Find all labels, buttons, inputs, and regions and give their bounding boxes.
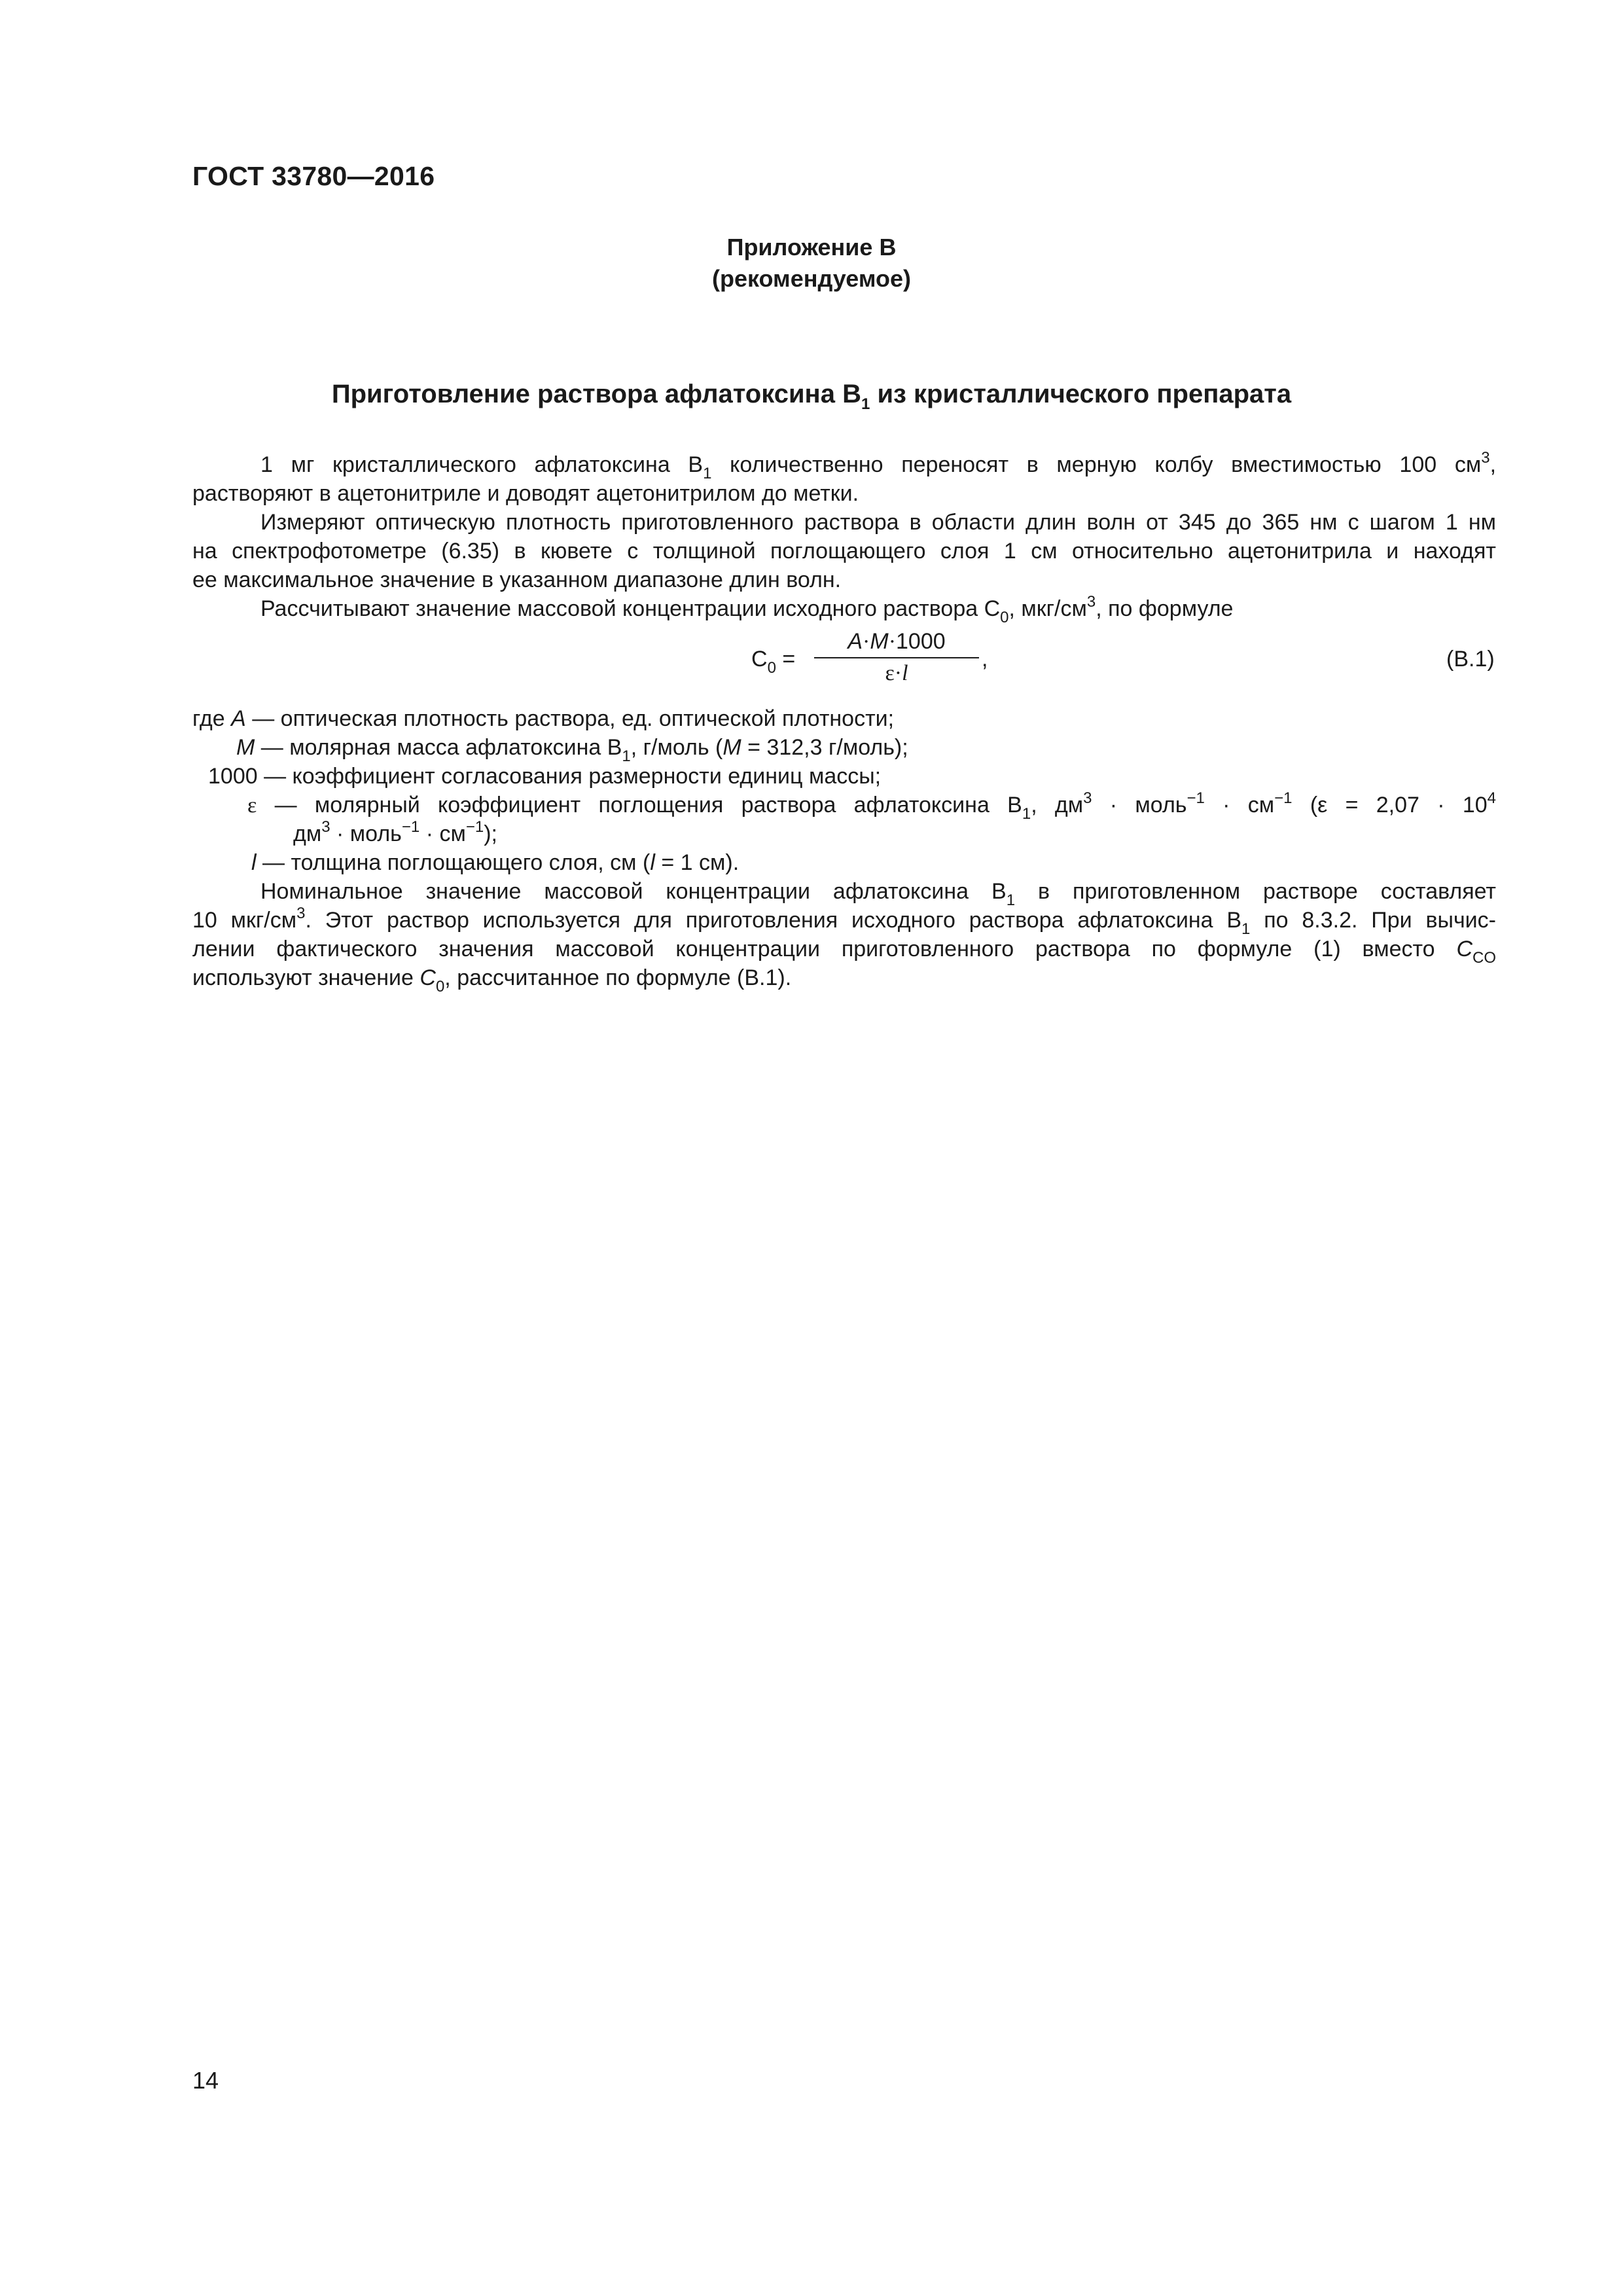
subscript: 1 (1006, 891, 1016, 909)
text: количественно переносят в мерную колбу вместимостью 100 см (711, 452, 1482, 477)
text: Рассчитывают значение массовой концентрации исходного раствора С (260, 596, 1001, 621)
text: 1 мг кристаллического афлатоксина В (260, 452, 704, 477)
superscript: −1 (465, 818, 484, 836)
subscript: CO (1472, 949, 1496, 967)
paragraph-line: ее максимальное значение в указанном диапазоне длин волн. (192, 567, 842, 592)
legend-epsilon (247, 789, 1496, 823)
text: · моль (330, 821, 402, 846)
text: (ε = 2,07 · 10 (1292, 793, 1488, 817)
operator: · (888, 630, 897, 654)
formula-denominator (814, 660, 979, 687)
variable: C (1456, 937, 1472, 961)
text: в приготовленном растворе составляет (1015, 879, 1496, 904)
variable: M (722, 735, 741, 760)
legend-epsilon-continued (293, 819, 497, 848)
formula-numerator (814, 628, 979, 655)
superscript: −1 (1186, 789, 1205, 807)
appendix-heading (0, 232, 1623, 295)
variable: l (650, 850, 655, 875)
paragraph-line (192, 963, 1496, 996)
formula-lhs (751, 647, 796, 677)
variable: l (251, 850, 257, 875)
superscript: 3 (1481, 449, 1490, 467)
text: , рассчитанное по формуле (В.1). (444, 965, 792, 990)
fraction-bar (814, 657, 979, 658)
section-title (0, 380, 1623, 413)
superscript: 3 (1086, 593, 1096, 611)
section-title-text-end: из кристаллического препарата (870, 380, 1292, 408)
text: Номинальное значение массовой концентрации афлатоксина В (260, 879, 1007, 904)
superscript: 4 (1487, 789, 1496, 807)
superscript: 3 (296, 905, 306, 922)
text: ); (484, 821, 498, 846)
text: · см (419, 821, 466, 846)
text: . Этот раствор используется для приготовления исходного раствора афлатоксина В (305, 908, 1242, 933)
variable: M (236, 735, 255, 760)
variable: ε (885, 661, 895, 685)
text: по 8.3.2. При вычис- (1250, 908, 1496, 933)
paragraph-line (192, 449, 1497, 482)
subscript: 1 (1241, 920, 1251, 938)
paragraph-calculation (192, 593, 1496, 626)
text: , мкг/см (1008, 596, 1087, 621)
text: — молярный коэффициент поглощения раствора афлатоксина В (257, 793, 1022, 817)
page-number: 14 (192, 2067, 219, 2094)
formula-number: (В.1) (1446, 647, 1495, 672)
subscript: 1 (622, 747, 631, 765)
appendix-title: Приложение В (726, 234, 897, 260)
operator: · (894, 661, 902, 685)
subscript: 0 (767, 659, 776, 677)
subscript: 0 (1000, 609, 1009, 626)
superscript: −1 (401, 818, 420, 836)
paragraph-line: на спектрофотометре (6.35) в кювете с толщиной поглощающего слоя 1 см относительно ацетонитрила и находят (192, 539, 1496, 564)
paragraph-line (192, 593, 1496, 626)
paragraph-line (192, 935, 1496, 967)
text: — молярная масса афлатоксина В (255, 735, 622, 760)
text: где (192, 706, 232, 731)
paragraph-line (192, 905, 1496, 938)
formula-comma: , (982, 647, 988, 672)
legend-a (192, 704, 894, 733)
section-title-subscript: 1 (861, 395, 870, 413)
paragraph-dissolution (192, 450, 1496, 508)
text: · моль (1092, 793, 1187, 817)
text: , (1489, 452, 1497, 477)
legend-l (251, 848, 739, 877)
superscript: 3 (321, 818, 330, 836)
variable: A (847, 629, 863, 654)
subscript: 1 (703, 465, 712, 482)
text: — оптическая плотность раствора, ед. оптической плотности; (245, 706, 895, 731)
paragraph-line (192, 877, 1496, 909)
paragraph-line: растворяют в ацетонитриле и доводят ацетонитрилом до метки. (192, 481, 859, 506)
superscript: 3 (1083, 789, 1092, 807)
text: C (751, 647, 768, 672)
text: лении фактического значения массовой концентрации приготовленного раствора по формуле (1) вместо (192, 937, 1457, 961)
text: 10 мкг/см (192, 908, 297, 933)
operator: · (863, 630, 870, 654)
text: = (776, 647, 796, 672)
section-title-text: Приготовление раствора афлатоксина В (331, 380, 861, 408)
subscript: 0 (435, 978, 445, 996)
text: , дм (1031, 793, 1084, 817)
document-code: ГОСТ 33780—2016 (192, 161, 435, 191)
appendix-status: (рекомендуемое) (712, 265, 911, 292)
paragraph-measurement (192, 508, 1496, 594)
text: используют значение (192, 965, 420, 990)
paragraph-nominal-value (192, 877, 1496, 996)
formula-fraction (814, 628, 979, 687)
text: = 1 см). (654, 850, 740, 875)
text: · см (1204, 793, 1275, 817)
text: = 312,3 г/моль); (741, 735, 908, 760)
text: , по формуле (1096, 596, 1234, 621)
paragraph-line: Измеряют оптическую плотность приготовленного раствора в области длин волн от 345 до 365 нм с шагом 1 нм (260, 510, 1496, 535)
legend-1000: 1000 — коэффициент согласования размерности единиц массы; (208, 764, 882, 789)
variable: l (902, 661, 908, 685)
text: 1000 (896, 629, 946, 654)
text: — толщина поглощающего слоя, см ( (256, 850, 651, 875)
variable: ε (247, 793, 257, 817)
text: дм (293, 821, 322, 846)
variable: C (419, 965, 436, 990)
variable: M (870, 629, 889, 654)
variable: A (231, 706, 246, 731)
subscript: 1 (1022, 805, 1031, 823)
superscript: −1 (1274, 789, 1293, 807)
text: , г/моль ( (630, 735, 723, 760)
legend-m (236, 733, 908, 765)
